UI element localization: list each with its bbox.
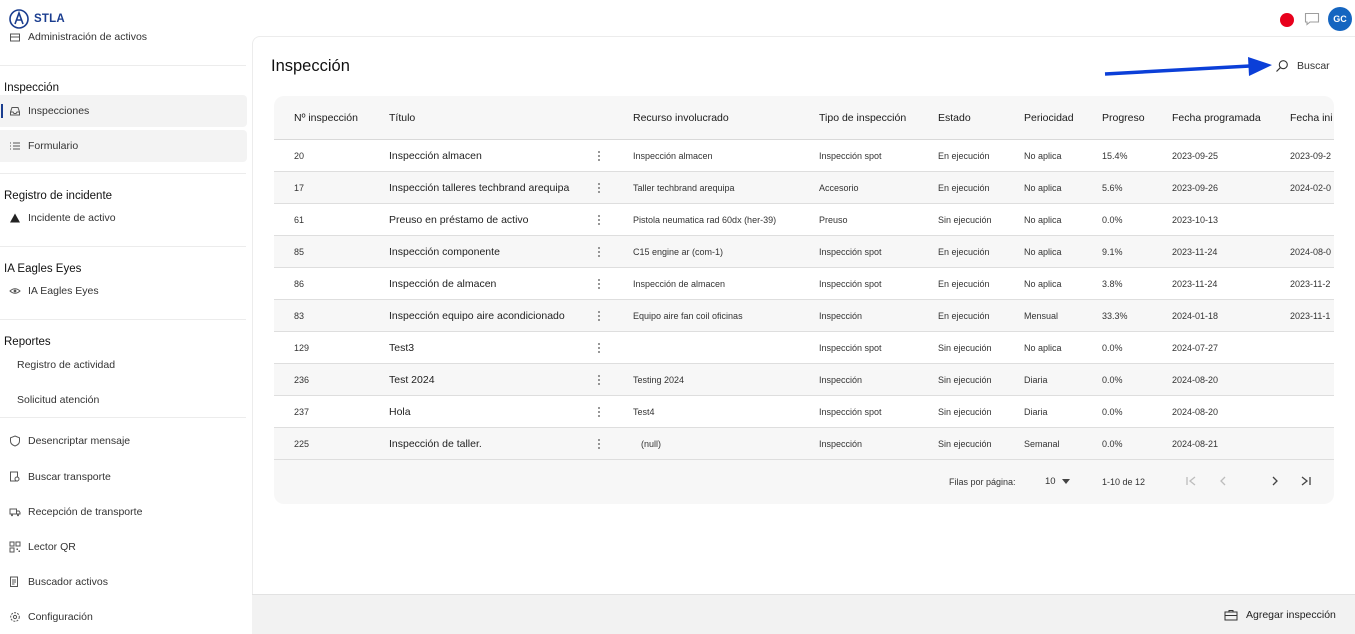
page-title: Inspección	[271, 57, 350, 75]
cell-scheduled: 2023-10-13	[1172, 215, 1219, 225]
sidebar-item-label: Administración de activos	[28, 31, 148, 43]
cell-progress: 9.1%	[1102, 247, 1123, 257]
rows-per-page-value: 10	[1045, 476, 1056, 487]
cell-status: Sin ejecución	[938, 343, 992, 353]
more-vert-icon[interactable]	[594, 309, 604, 323]
cell-period: Diaria	[1024, 407, 1048, 417]
column-header-type[interactable]: Tipo de inspección	[819, 112, 907, 124]
cell-id: 20	[294, 151, 305, 161]
cell-type: Inspección spot	[819, 247, 882, 257]
qr-code-icon	[9, 541, 21, 553]
sidebar-item-lector-qr[interactable]	[0, 531, 247, 563]
cell-type: Inspección spot	[819, 343, 882, 353]
divider	[0, 246, 246, 247]
more-vert-icon[interactable]	[594, 245, 604, 259]
column-header-id[interactable]: Nº inspección	[294, 112, 358, 124]
cell-resource: Testing 2024	[633, 375, 685, 385]
cell-period: Semanal	[1024, 439, 1060, 449]
cell-id: 17	[294, 183, 305, 193]
add-inspection-button[interactable]	[1224, 609, 1336, 621]
shield-icon	[9, 435, 21, 447]
inspections-table	[274, 96, 1334, 504]
more-vert-icon[interactable]	[594, 437, 604, 451]
cell-scheduled: 2023-09-25	[1172, 151, 1219, 161]
cell-title: Preuso en préstamo de activo	[389, 214, 529, 226]
cell-resource: (null)	[641, 439, 662, 449]
cell-status: En ejecución	[938, 279, 990, 289]
table-row[interactable]	[274, 332, 1334, 364]
column-header-scheduled[interactable]: Fecha programada	[1172, 112, 1261, 124]
rows-per-page-label: Filas por página:	[949, 477, 1016, 487]
cell-type: Inspección spot	[819, 407, 882, 417]
chat-icon[interactable]	[1304, 12, 1320, 26]
sidebar-item-label: Formulario	[28, 140, 79, 152]
cell-status: En ejecución	[938, 183, 990, 193]
cell-id: 236	[294, 375, 310, 385]
cell-scheduled: 2024-08-21	[1172, 439, 1219, 449]
cell-type: Inspección spot	[819, 279, 882, 289]
cell-resource: Inspección de almacen	[633, 279, 726, 289]
cell-start: 2024-08-0	[1290, 247, 1332, 257]
section-heading-eagles: IA Eagles Eyes	[4, 263, 82, 275]
cell-type: Accesorio	[819, 183, 859, 193]
more-vert-icon[interactable]	[594, 341, 604, 355]
cell-start: 2023-11-1	[1290, 311, 1331, 321]
sidebar-item-label: Configuración	[28, 611, 93, 623]
cell-status: Sin ejecución	[938, 375, 992, 385]
list-icon	[9, 140, 21, 152]
cell-progress: 5.6%	[1102, 183, 1123, 193]
sidebar-item-label: Buscador activos	[28, 576, 108, 588]
user-avatar[interactable]: GC	[1328, 7, 1352, 31]
section-heading-registro: Registro de incidente	[4, 190, 113, 202]
cell-period: No aplica	[1024, 215, 1062, 225]
sidebar-item-buscar-transporte[interactable]	[0, 461, 247, 493]
cell-id: 86	[294, 279, 305, 289]
column-header-period[interactable]: Periocidad	[1024, 112, 1074, 124]
cell-scheduled: 2024-01-18	[1172, 311, 1219, 321]
warning-icon	[9, 212, 21, 224]
cell-resource: Equipo aire fan coil oficinas	[633, 311, 743, 321]
cell-id: 83	[294, 311, 305, 321]
cell-resource: C15 engine ar (com-1)	[633, 247, 724, 257]
search-icon	[1275, 59, 1289, 73]
cell-status: En ejecución	[938, 311, 990, 321]
cell-id: 85	[294, 247, 305, 257]
cell-id: 237	[294, 407, 310, 417]
gear-icon	[9, 611, 21, 623]
cell-title: Inspección de taller.	[389, 438, 482, 450]
sidebar	[0, 30, 252, 634]
table-row[interactable]	[274, 204, 1334, 236]
cell-status: Sin ejecución	[938, 407, 992, 417]
sidebar-item-label: Recepción de transporte	[28, 506, 143, 518]
cell-period: Diaria	[1024, 375, 1048, 385]
cell-period: No aplica	[1024, 183, 1062, 193]
annotation-arrow-icon	[1100, 52, 1280, 82]
search-label: Buscar	[1297, 60, 1330, 72]
cell-type: Inspección	[819, 439, 863, 449]
section-heading-inspeccion: Inspección	[4, 82, 59, 94]
rows-per-page-select[interactable]	[1045, 476, 1070, 487]
divider	[0, 173, 246, 174]
cell-scheduled: 2023-09-26	[1172, 183, 1219, 193]
cell-status: Sin ejecución	[938, 215, 992, 225]
sidebar-item-incidente[interactable]	[0, 202, 247, 234]
prev-page-icon[interactable]	[1216, 474, 1230, 488]
table-row[interactable]	[274, 140, 1334, 172]
document-list-icon	[9, 576, 21, 588]
cell-title: Inspección talleres techbrand arequipa	[389, 182, 570, 194]
cell-status: Sin ejecución	[938, 439, 992, 449]
section-heading-reportes: Reportes	[4, 336, 51, 348]
sidebar-item-label: Desencriptar mensaje	[28, 435, 131, 447]
first-page-icon[interactable]	[1184, 474, 1198, 488]
sidebar-item-asset-admin[interactable]	[0, 21, 247, 53]
table-row[interactable]	[274, 268, 1334, 300]
cell-scheduled: 2023-11-24	[1172, 279, 1218, 289]
cell-id: 129	[294, 343, 310, 353]
cell-id: 61	[294, 215, 305, 225]
sidebar-item-buscador-activos[interactable]	[0, 566, 247, 598]
caret-down-icon	[1062, 479, 1070, 484]
page-range: 1-10 de 12	[1102, 477, 1146, 487]
cell-progress: 0.0%	[1102, 215, 1123, 225]
cell-status: En ejecución	[938, 247, 990, 257]
sidebar-item-label: Inspecciones	[28, 105, 90, 117]
cell-progress: 3.8%	[1102, 279, 1123, 289]
cell-progress: 0.0%	[1102, 439, 1123, 449]
cell-scheduled: 2023-11-24	[1172, 247, 1218, 257]
table-row[interactable]	[274, 236, 1334, 268]
cell-period: Mensual	[1024, 311, 1059, 321]
table-row[interactable]	[274, 172, 1334, 204]
cell-progress: 0.0%	[1102, 343, 1123, 353]
search-button[interactable]	[1275, 59, 1330, 73]
divider	[0, 319, 246, 320]
cell-id: 225	[294, 439, 310, 449]
add-inspection-label: Agregar inspección	[1246, 609, 1336, 621]
cell-resource: Test4	[633, 407, 655, 417]
more-vert-icon[interactable]	[594, 149, 604, 163]
more-vert-icon[interactable]	[594, 213, 604, 227]
cell-resource: Pistola neumatica rad 60dx (her-39)	[633, 215, 777, 225]
brand-name: STLA	[34, 13, 65, 25]
cell-period: No aplica	[1024, 279, 1062, 289]
cell-start: 2023-11-2	[1290, 279, 1331, 289]
cell-period: No aplica	[1024, 247, 1062, 257]
column-header-start[interactable]: Fecha ini	[1290, 112, 1333, 124]
cell-resource: Taller techbrand arequipa	[633, 183, 735, 193]
briefcase-plus-icon	[1224, 609, 1238, 621]
pagination	[274, 460, 1334, 504]
record-indicator[interactable]	[1280, 13, 1294, 27]
cell-status: En ejecución	[938, 151, 990, 161]
cell-start: 2024-02-0	[1290, 183, 1332, 193]
table-row[interactable]	[274, 428, 1334, 460]
more-vert-icon[interactable]	[594, 277, 604, 291]
sidebar-item-registro-actividad[interactable]: Registro de actividad	[17, 359, 116, 371]
cell-period: No aplica	[1024, 343, 1062, 353]
sidebar-item-solicitud-atencion[interactable]: Solicitud atención	[17, 394, 100, 406]
cell-progress: 0.0%	[1102, 375, 1123, 385]
cell-title: Inspección componente	[389, 246, 500, 258]
cell-type: Inspección	[819, 311, 863, 321]
divider	[0, 417, 246, 418]
last-page-icon[interactable]	[1299, 474, 1313, 488]
more-vert-icon[interactable]	[594, 405, 604, 419]
divider	[0, 65, 246, 66]
table-row[interactable]	[274, 396, 1334, 428]
sidebar-item-eagles[interactable]	[0, 275, 247, 307]
sidebar-item-inspecciones[interactable]	[0, 95, 247, 127]
next-page-icon[interactable]	[1268, 474, 1282, 488]
cell-type: Inspección spot	[819, 151, 882, 161]
sidebar-item-label: IA Eagles Eyes	[28, 285, 99, 297]
cell-resource: Inspección almacen	[633, 151, 713, 161]
footer-bar	[252, 594, 1355, 634]
sidebar-item-configuracion[interactable]	[0, 601, 247, 633]
cell-type: Preuso	[819, 215, 848, 225]
cell-progress: 15.4%	[1102, 151, 1128, 161]
inbox-icon	[9, 105, 21, 117]
cell-scheduled: 2024-08-20	[1172, 375, 1219, 385]
cell-start: 2023-09-2	[1290, 151, 1332, 161]
truck-icon	[9, 506, 21, 518]
cell-title: Inspección de almacen	[389, 278, 497, 290]
table-header	[274, 96, 1334, 140]
column-header-resource[interactable]: Recurso involucrado	[633, 112, 729, 124]
cell-progress: 33.3%	[1102, 311, 1128, 321]
cell-title: Test3	[389, 342, 415, 354]
cell-title: Test 2024	[389, 374, 435, 386]
sidebar-item-label: Buscar transporte	[28, 471, 111, 483]
cell-title: Hola	[389, 406, 411, 418]
table-row[interactable]	[274, 300, 1334, 332]
column-header-status[interactable]: Estado	[938, 112, 971, 124]
cell-title: Inspección almacen	[389, 150, 482, 162]
cell-scheduled: 2024-08-20	[1172, 407, 1219, 417]
sidebar-item-label: Lector QR	[28, 541, 76, 553]
cell-period: No aplica	[1024, 151, 1062, 161]
eye-icon	[9, 285, 21, 297]
asset-admin-icon	[9, 31, 21, 43]
sidebar-item-desencriptar[interactable]	[0, 425, 247, 457]
column-header-title[interactable]: Título	[389, 112, 416, 124]
more-vert-icon[interactable]	[594, 373, 604, 387]
sidebar-item-label: Incidente de activo	[28, 212, 116, 224]
more-vert-icon[interactable]	[594, 181, 604, 195]
sidebar-item-formulario[interactable]	[0, 130, 247, 162]
cell-scheduled: 2024-07-27	[1172, 343, 1219, 353]
document-search-icon	[9, 471, 21, 483]
table-row[interactable]	[274, 364, 1334, 396]
column-header-progress[interactable]: Progreso	[1102, 112, 1145, 124]
sidebar-item-recepcion-transporte[interactable]	[0, 496, 247, 528]
cell-progress: 0.0%	[1102, 407, 1123, 417]
cell-type: Inspección	[819, 375, 863, 385]
cell-title: Inspección equipo aire acondicionado	[389, 310, 565, 322]
